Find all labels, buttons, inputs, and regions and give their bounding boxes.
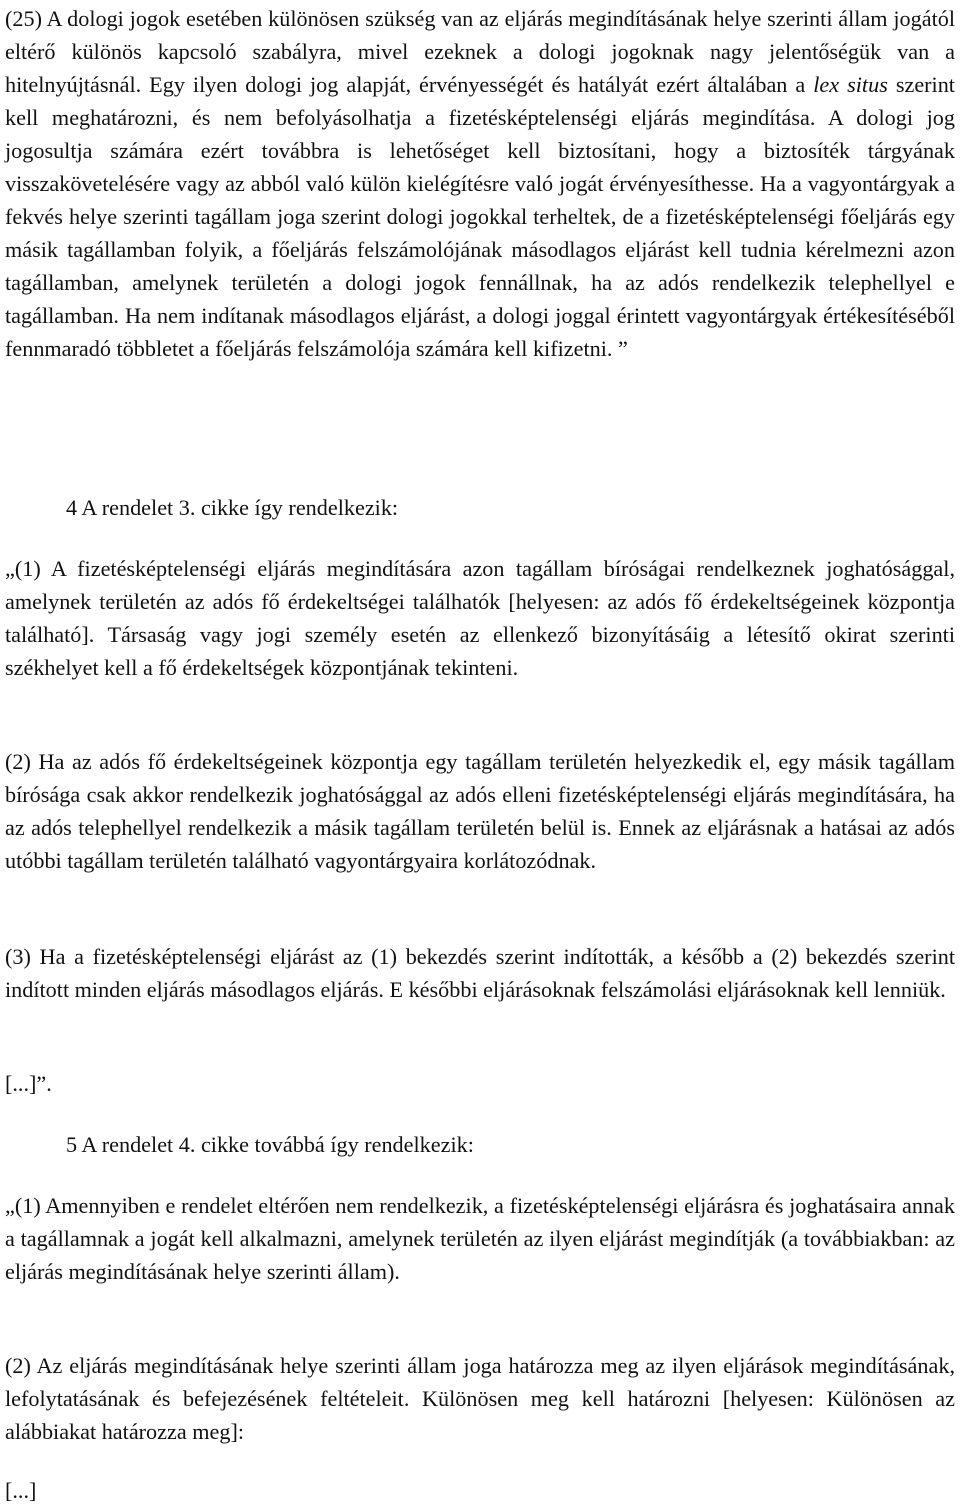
paragraph-25 [5,2,955,365]
article-4-paragraph-1: „(1) Amennyiben e rendelet eltérően nem rendelkezik, a fizetésképtelenségi eljárásra és joghatásaira annak a tagállamnak a jogát kell alkalmazni, amelynek területén az ilyen eljárást megindítják (a továbbiakban: az eljárás megindításának helye szerinti állam). [5,1193,955,1284]
paragraph-25-text-end: szerint kell meghatározni, és nem befolyásolhatja a fizetésképtelenségi eljárás megindítása. A dologi jog jogosultja számára ezért továbbra is lehetőséget kell biztosítani, hogy a biztosíték tárgyának visszakövetelésére vagy az abból való külön kielégítésre való jogát érvényesíthesse. Ha a vagyontárgyak a fekvés helye szerinti tagállam joga szerint dologi jogokkal terheltek, de a fizetésképtelenségi főeljárás egy másik tagállamban folyik, a főeljárás felszámolójának másodlagos eljárást kell tudnia kérelmezni azon tagállamban, amelynek területén a dologi jogok fennállnak, ha az adós rendelkezik telephellyel e tagállamban. Ha nem indítanak másodlagos eljárást, a dologi joggal érintett vagyontárgyak értékesítéséből fennmaradó többletet a főeljárás felszámolója számára kell kifizetni. ” [5,72,955,361]
ellipsis-2: [...] [5,1478,37,1503]
lex-situs-term: lex situs [813,72,888,97]
article-4-paragraph-2: (2) Az eljárás megindításának helye szerinti állam joga határozza meg az ilyen eljárások megindításának, lefolytatásának és befejezésének feltételeit. Különösen meg kell határozni [helyesen: Különösen az alábbiakat határozza meg]: [5,1353,955,1444]
section-5-heading: 5 A rendelet 4. cikke továbbá így rendelkezik: [66,1132,474,1157]
article-3-paragraph-1: „(1) A fizetésképtelenségi eljárás megindítására azon tagállam bíróságai rendelkeznek joghatósággal, amelynek területén az adós fő érdekeltségei találhatók [helyesen: az adós fő érdekeltségeinek központja található]. Társaság vagy jogi személy esetén az ellenkező bizonyításáig a létesítő okirat szerinti székhelyet kell a fő érdekeltségek központjának tekinteni. [5,556,955,680]
ellipsis-1: [...]”. [5,1071,52,1096]
article-3-paragraph-2: (2) Ha az adós fő érdekeltségeinek központja egy tagállam területén helyezkedik el, egy másik tagállam bírósága csak akkor rendelkezik joghatósággal az adós elleni fizetésképtelenségi eljárás megindítására, ha az adós telephellyel rendelkezik a másik tagállam területén belül is. Ennek az eljárásnak a hatásai az adós utóbbi tagállam területén található vagyontárgyaira korlátozódnak. [5,749,955,873]
paragraph-25-text-start: (25) A dologi jogok esetében különösen szükség van az eljárás megindításának helye szerinti állam jogától eltérő különös kapcsoló szabályra, mivel ezeknek a dologi jogoknak nagy jelentőségük van a hitelnyújtásnál. Egy ilyen dologi jog alapját, érvényességét és hatályát ezért általában a [5,6,955,97]
article-3-paragraph-3: (3) Ha a fizetésképtelenségi eljárást az (1) bekezdés szerint indították, a később a (2) bekezdés szerint indított minden eljárás másodlagos eljárás. E későbbi eljárásoknak felszámolási eljárásoknak kell lenniük. [5,944,955,1002]
section-4-heading: 4 A rendelet 3. cikke így rendelkezik: [66,495,399,520]
